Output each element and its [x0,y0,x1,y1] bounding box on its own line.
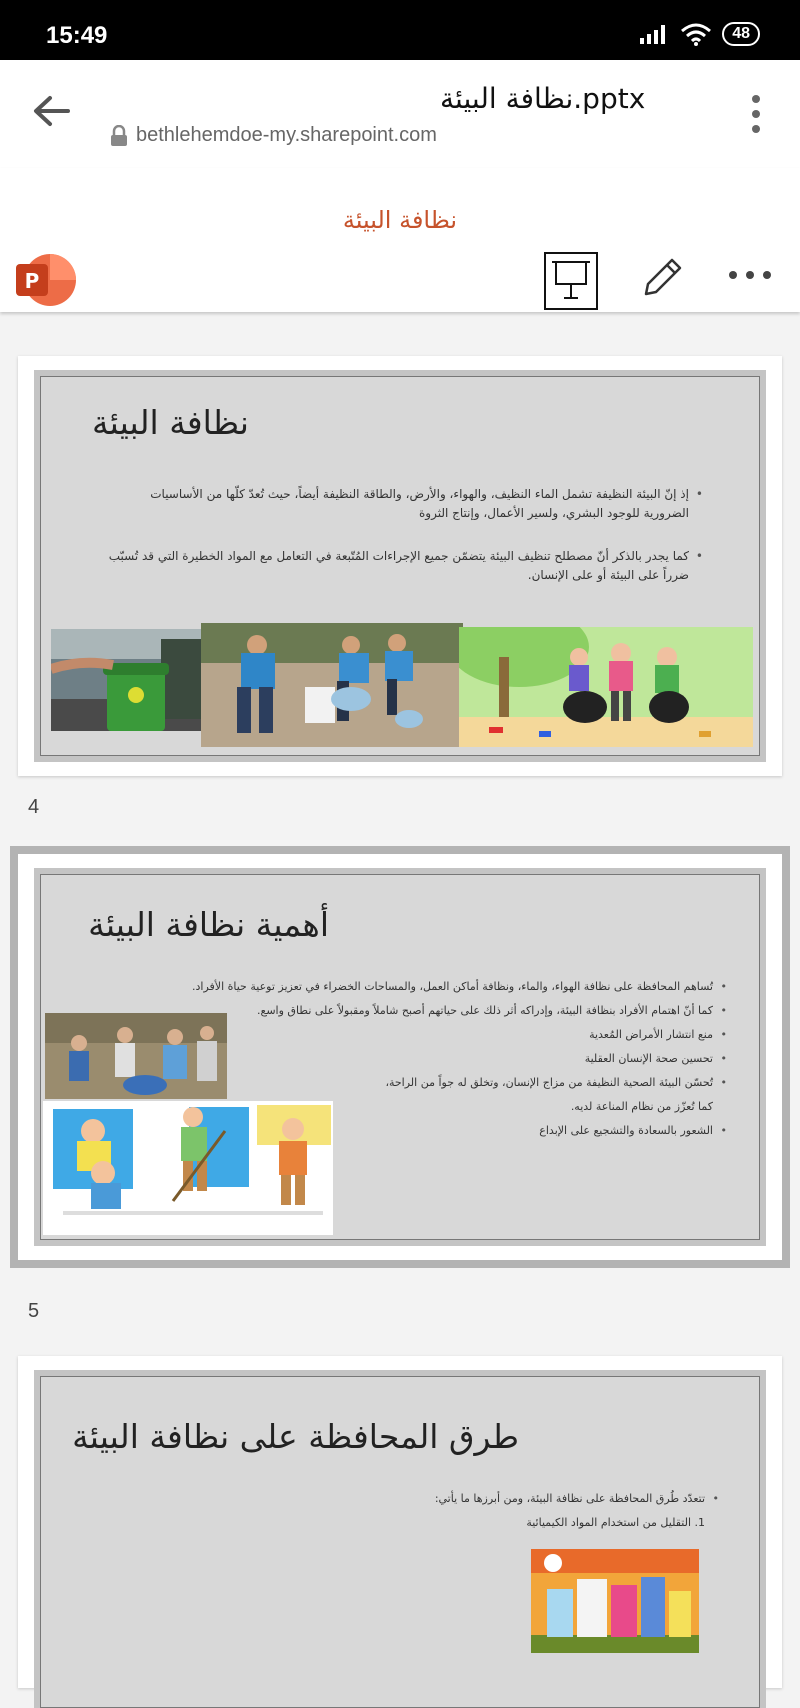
trash-bin-photo [51,629,203,731]
url-text: bethlehemdoe-my.sharepoint.com [136,124,437,146]
slide-canvas [40,376,760,756]
more-actions-icon[interactable] [726,268,774,282]
bullet-item: • منع انتشار الأمراض المُعدية [147,1023,727,1047]
children-cleaning-cartoon [43,1101,333,1235]
status-time: 15:49 [46,22,108,49]
bullet-item: 1. التقليل من استخدام المواد الكيميائية [526,1516,705,1529]
powerpoint-logo-icon [14,252,78,308]
kids-cleaning-cartoon [459,627,753,747]
bullet-item: • تتعدّد طُرق المحافظة على نظافة البيئة، ومن أبرزها ما يأتي: [139,1487,719,1511]
volunteers-cleanup-photo [201,623,463,747]
viewer-toolbar [0,168,800,312]
slide-body [139,1487,719,1535]
battery-level: 48 [722,22,760,46]
bullet-item: كما تُعزّز من نظام المناعة لديه. [570,1100,713,1113]
bullet-item: • تُساهم المحافظة على نظافة الهواء، والماء، ونظافة أماكن العمل، والمساحات الخضراء في تعزيز توعية حياة الأفراد. [147,975,727,999]
slide-number: 4 [28,796,40,818]
status-icons [638,22,760,46]
slide-thumbnail[interactable] [18,1356,782,1688]
edit-pencil-icon[interactable] [638,254,686,302]
bullet-item: • إذ إنّ البيئة النظيفة تشمل الماء النظيف، والهواء، والأرض، والطاقة النظيفة أيضاً، حيث تُعدّ كلّها من الأساسيات الضرورية للوجود البشري، ولسير الأعمال، وإنتاج الثروة [103,485,703,523]
bullet-item: • كما يجدر بالذكر أنّ مصطلح تنظيف البيئة يتضمّن جميع الإجراءات المُتّبعة في التعامل مع المواد الخطيرة التي قد تُسبّب ضرراً على البيئة أو على الإنسان. [103,547,703,585]
more-options-icon[interactable] [748,94,764,134]
slide-thumbnail[interactable] [18,356,782,776]
present-icon[interactable] [544,252,598,310]
file-name: نظافة البيئة.pptx [440,82,646,115]
slide-body [103,485,703,585]
slide-list [0,312,800,1688]
chemicals-picture [531,1549,699,1653]
wifi-icon [680,22,712,46]
signal-icon [638,23,670,45]
app-bar [0,60,800,169]
slide-title: نظافة البيئة [91,403,249,442]
slide-number: 5 [28,1300,40,1322]
people-cleaning-photo [45,1013,227,1099]
site-url [110,124,437,147]
slide-canvas [40,1376,760,1708]
slide-title: أهمية نظافة البيئة [88,905,329,944]
bullet-item: • تُحسّن البيئة الصحية النظيفة من مزاج الإنسان، وتخلق له جواً من الراحة، [147,1071,727,1095]
svg-text:P: P [24,269,40,293]
bullet-item: • تحسين صحة الإنسان العقلية [147,1047,727,1071]
status-bar [0,0,800,60]
document-title: نظافة البيئة [342,206,458,234]
lock-icon [110,125,128,147]
bullet-item: • الشعور بالسعادة والتشجيع على الإبداع [147,1119,727,1143]
slide-canvas [40,874,760,1240]
back-arrow-icon[interactable] [30,90,72,132]
slide-title: طرق المحافظة على نظافة البيئة [72,1417,519,1456]
bullet-item: • كما أنّ اهتمام الأفراد بنظافة البيئة، وإدراكه أثر ذلك على حياتهم أصبح شاملاً ومقبولاً على نطاق واسع. [147,999,727,1023]
slide-thumbnail-selected[interactable] [10,846,790,1268]
